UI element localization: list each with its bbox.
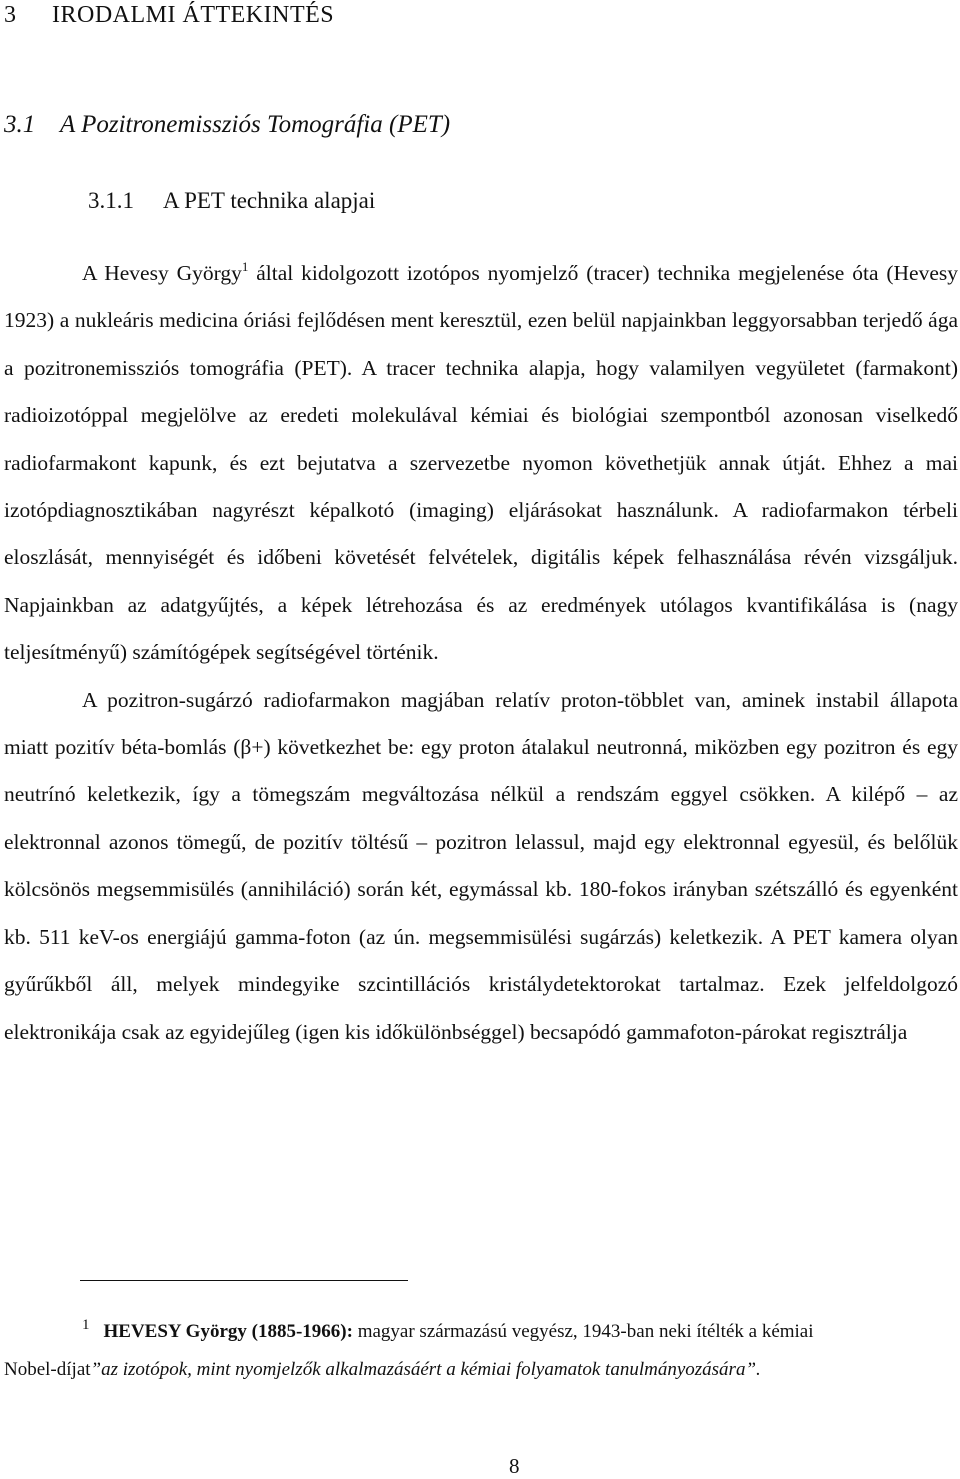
section-heading xyxy=(4,110,450,140)
subsection-number: 3.1.1 xyxy=(88,188,134,213)
paragraph-tracer-technique xyxy=(4,250,958,677)
section-number: 3.1 xyxy=(4,111,36,138)
footnote xyxy=(4,1306,958,1389)
footnote-quote: ”az izotópok, mint nyomjelzők alkalmazásáért a kémiai folyamatok tanulmányozására”. xyxy=(90,1359,761,1380)
paragraph-text: A Hevesy György xyxy=(82,261,242,285)
chapter-heading xyxy=(4,0,334,30)
paragraph-positron-decay: A pozitron-sugárzó radiofarmakon magjában relatív proton-többlet van, aminek instabil állapota miatt pozitív béta-bomlás (β+) következhet be: egy proton átalakul neutronná, miközben egy pozitron és egy neutrínó keletkezik, így a tömegszám megváltozása nélkül a rendszám eggyel csökken. A kilépő – az elektronnal azonos tömegű, de pozitív töltésű – pozitron lelassul, majd egy elektronnal egyesül, és belőlük kölcsönös megsemmisülés (annihiláció) során két, egymással kb. 180-fokos irányban szétszálló és egyenként kb. 511 keV-os energiájú gamma-foton (az ún. megsemmisülési sugárzás) keletkezik. A PET kamera olyan gyűrűkből áll, melyek mindegyike szcintillációs kristálydetektorokat tartalmaz. Ezek jelfeldolgozó elektronikája csak az egyidejűleg (igen kis időkülönbséggel) becsapódó gammafoton-párokat regisztrálja xyxy=(4,687,958,1044)
chapter-title: IRODALMI ÁTTEKINTÉS xyxy=(52,2,335,28)
footnote-line xyxy=(4,1306,958,1351)
footnote-separator xyxy=(80,1280,408,1281)
footnote-line xyxy=(4,1351,958,1389)
paragraph-text: által kidolgozott izotópos nyomjelző (tracer) technika megjelenése óta (Hevesy 1923) a nukleáris medicina óriási fejlődésen ment keresztül, ezen belül napjainkban leggyorsabban terjedő ága a pozitronemissziós tomográfia (PET). A tracer technika alapja, hogy valamilyen vegyületet (farmakont) radioizotóppal megjelölve az eredeti molekulával kémiai és biológiai szempontból azonosan viselkedő radiofarmakont kapunk, és ezt bejutatva a szervezetbe nyomon követhetjük annak útját. Ehhez a mai izotópdiagnosztikában nagyrészt képalkotó (imaging) eljárásokat használunk. A radiofarmakon térbeli eloszlását, mennyiségét és időbeni követését felvételek, digitális képek felhasználása révén vizsgáljuk. Napjainkban az adatgyűjtés, a képek létrehozása és az eredmények utólagos kvantifikálása is (nagy teljesítményű) számítógépek segítségével történik. xyxy=(4,261,958,665)
footnote-mark: 1 xyxy=(82,1317,90,1333)
subsection-heading xyxy=(88,186,375,216)
footnote-text: magyar származású vegyész, 1943-ban neki ítélték a kémiai xyxy=(352,1321,814,1342)
body-text xyxy=(4,250,958,1056)
footnote-text: Nobel-díjat xyxy=(4,1359,91,1380)
footnote-reference[interactable]: 1 xyxy=(241,259,249,274)
footnote-person-name: HEVESY György (1885-1966): xyxy=(103,1321,353,1342)
subsection-title: A PET technika alapjai xyxy=(163,188,376,213)
page-number: 8 xyxy=(509,1454,520,1478)
section-title: A Pozitronemissziós Tomográfia (PET) xyxy=(60,111,451,138)
chapter-number: 3 xyxy=(4,2,17,28)
